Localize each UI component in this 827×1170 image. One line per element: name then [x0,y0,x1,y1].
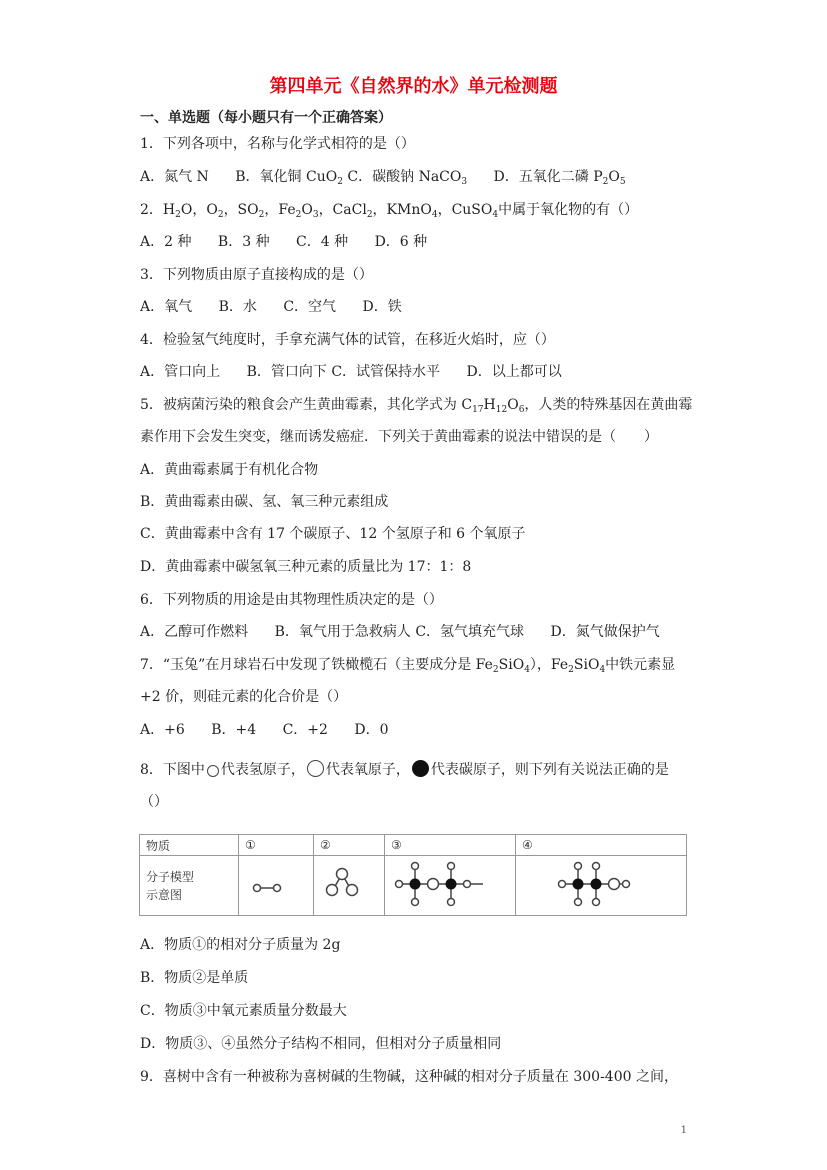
q1-option-a: A．氮气 N [140,169,209,185]
question-1-options [140,167,626,192]
q4-option-c: C．试管保持水平 [331,364,441,380]
q7-option-c: C．+2 [282,722,328,738]
question-4-options [140,362,562,382]
question-8-stem-line-2: （） [140,794,168,810]
q3-option-b: B．水 [218,299,257,315]
q3-option-d: D．铁 [362,299,402,315]
q7-option-a: A．+6 [140,722,185,738]
question-5-stem-line-1: 5．被病菌污染的粮食会产生黄曲霉素，其化学式为 $C_{17}H_{12}O_6$，人类的特殊基因在黄曲霉 [140,397,693,415]
question-6-options [140,622,660,642]
q4-option-a: A．管口向上 [140,364,221,380]
q8-option-c: C．物质③中氧元素质量分数最大 [140,1003,347,1019]
q4-option-b: B．管口向下 [246,364,327,380]
table-header-substance: 物质 [140,835,239,856]
question-7-stem-line-2: +2 价，则硅元素的化合价是（） [140,689,348,705]
molecule-2-diagram [314,856,385,916]
q5-option-b: B．黄曲霉素由碳、氢、氧三种元素组成 [140,494,389,510]
q3-option-c: C．空气 [283,299,337,315]
q8-option-b: B．物质②是单质 [140,970,249,986]
question-9-stem: 9．喜树中含有一种被称为喜树碱的生物碱，这种碱的相对分子质量在 300-400 之间， [140,1069,678,1085]
q2-option-d: D．6 种 [374,234,428,250]
q8-option-a: A．物质①的相对分子质量为 2g [140,937,341,953]
molecule-1-diagram [239,856,314,916]
q2-option-c: C．4 种 [296,234,349,250]
q7-option-d: D．0 [354,722,389,738]
q6-option-c: C．氢气填充气球 [415,624,525,640]
table-row-label: 分子模型 示意图 [140,856,239,916]
question-5-stem-line-2: 素作用下会发生突变，继而诱发癌症．下列关于黄曲霉素的说法中错误的是（ ） [140,429,658,445]
q5-option-d: D．黄曲霉素中碳氢氧三种元素的质量比为 17：1：8 [140,559,472,575]
question-2-options [140,232,449,252]
oxygen-atom-icon [307,760,324,777]
table-header-3: ③ [385,835,516,856]
question-6-stem: 6．下列物质的用途是由其物理性质决定的是（） [140,592,443,608]
question-3-stem: 3．下列物质由原子直接构成的是（） [140,267,373,283]
q6-option-d: D．氮气做保护气 [550,624,660,640]
page-title: 第四单元《自然界的水》单元检测题 [269,76,558,97]
question-1-stem: 1．下列各项中，名称与化学式相符的是（） [140,136,415,152]
table-header-1: ① [239,835,314,856]
q4-option-d: D．以上都可以 [466,364,562,380]
question-3-options [140,297,424,317]
molecule-4-diagram [516,856,687,916]
molecule-model-table [139,834,687,916]
q3-option-a: A．氧气 [140,299,193,315]
q1-option-c: C．碳酸钠 NaCO$_3$ [347,169,468,187]
table-header-4: ④ [516,835,687,856]
question-8-stem-line-1: 8．下图中 代表氢原子， 代表氧原子， 代表碳原子，则下列有关说法正确的是 [140,762,669,778]
q1-option-b: B．氧化铜 CuO$_2$ [235,169,343,187]
q5-option-a: A．黄曲霉素属于有机化合物 [140,462,319,478]
q5-option-c: C．黄曲霉素中含有 17 个碳原子、12 个氢原子和 6 个氧原子 [140,526,526,542]
q2-option-b: B．3 种 [217,234,270,250]
q6-option-a: A．乙醇可作燃料 [140,624,249,640]
carbon-atom-icon [412,760,429,777]
q2-option-a: A．2 种 [140,234,192,250]
page-number: 1 [680,1125,687,1136]
q6-option-b: B．氧气用于急救病人 [274,624,411,640]
molecule-3-diagram [385,856,516,916]
question-2-stem: 2．$H_2O$，$O_2$，$SO_2$，$Fe_2O_3$，CaCl$_2$，KMnO$_4$，CuSO$_4$中属于氧化物的有（） [140,202,639,220]
question-4-stem: 4．检验氢气纯度时，手拿充满气体的试管，在移近火焰时，应（） [140,332,555,348]
question-7-stem-line-1: 7．“玉兔”在月球岩石中发现了铁橄榄石（主要成分是 $Fe_2SiO_4$），$Fe_2SiO_4$中铁元素显 [140,657,676,675]
table-header-2: ② [314,835,385,856]
q1-option-d: D．五氧化二磷 $P_2O_5$ [493,169,626,187]
hydrogen-atom-icon [207,765,219,777]
question-7-options [140,720,411,740]
section-heading: 一、单选题（每小题只有一个正确答案） [140,110,392,126]
q8-option-d: D．物质③、④虽然分子结构不相同，但相对分子质量相同 [140,1036,502,1052]
q7-option-b: B．+4 [211,722,257,738]
